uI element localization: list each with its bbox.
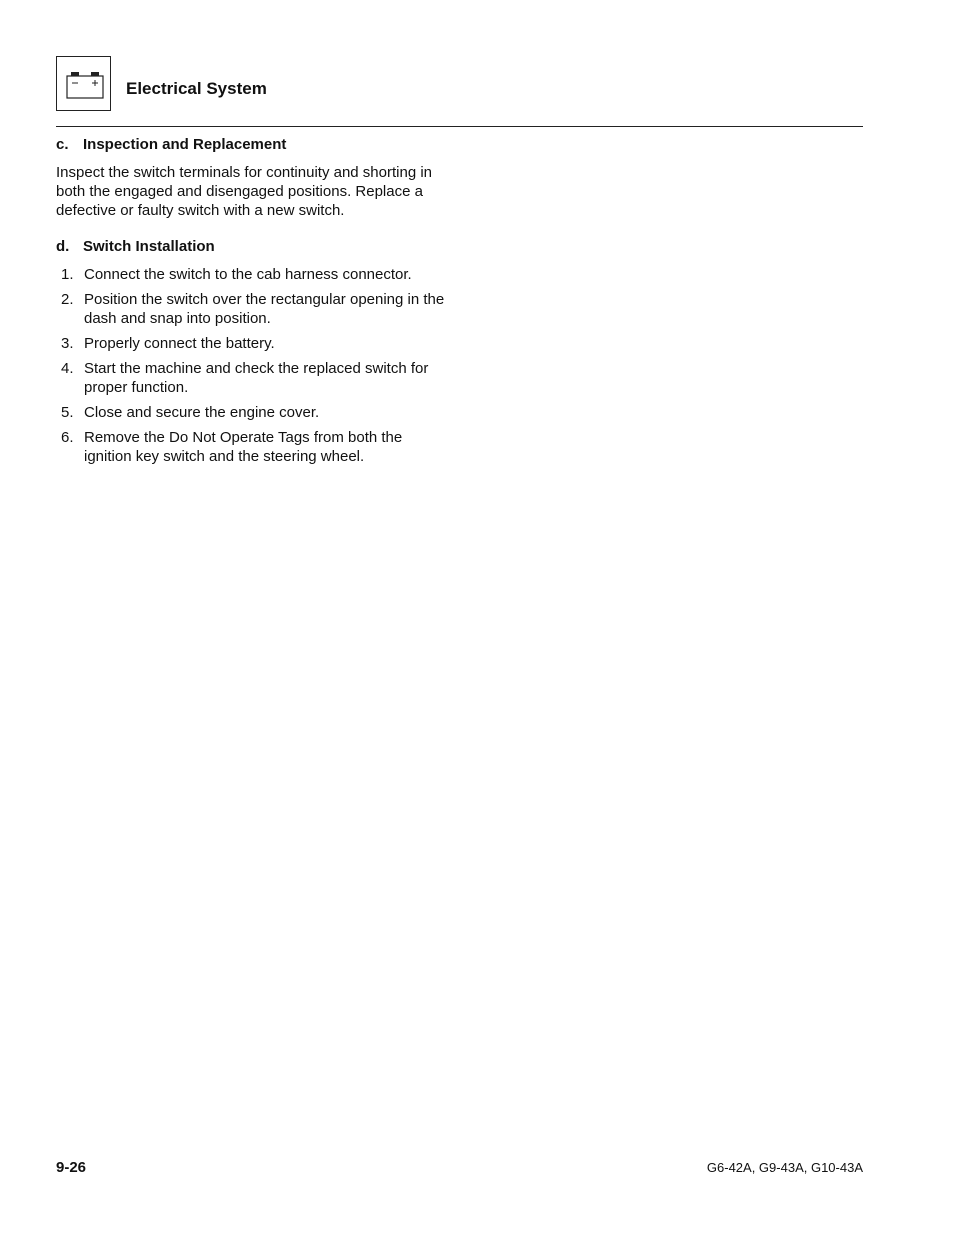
- battery-icon: [57, 57, 112, 112]
- list-item: [56, 359, 451, 397]
- step-text: Remove the Do Not Operate Tags from both the ignition key switch and the steering wheel.: [84, 429, 403, 465]
- step-text: Start the machine and check the replaced switch for proper function.: [84, 360, 429, 396]
- step-number: 4.: [61, 360, 74, 377]
- step-number: 6.: [61, 429, 74, 446]
- heading-inspection-title: Inspection and Replacement: [83, 136, 287, 153]
- list-item: [56, 334, 451, 353]
- step-text: Close and secure the engine cover.: [84, 404, 320, 421]
- battery-icon-box: [56, 56, 111, 111]
- list-item: [56, 428, 451, 466]
- installation-steps: [56, 265, 451, 466]
- heading-inspection: [56, 135, 451, 154]
- page-content: [56, 135, 451, 472]
- step-number: 2.: [61, 291, 74, 308]
- step-text: Properly connect the battery.: [84, 335, 275, 352]
- page-number: 9-26: [56, 1159, 87, 1176]
- heading-inspection-letter: c.: [56, 136, 69, 153]
- step-number: 1.: [61, 266, 74, 283]
- step-number: 3.: [61, 335, 74, 352]
- header-divider: [56, 126, 863, 127]
- heading-installation: [56, 237, 451, 256]
- step-text: Connect the switch to the cab harness connector.: [84, 266, 412, 283]
- list-item: [56, 290, 451, 328]
- heading-installation-title: Switch Installation: [83, 238, 215, 255]
- section-header-title: Electrical System: [126, 79, 267, 98]
- inspection-paragraph: Inspect the switch terminals for continuity and shorting in both the engaged and disengaged positions. Replace a defective or faulty switch with a new switch.: [56, 164, 433, 219]
- step-text: Position the switch over the rectangular opening in the dash and snap into position.: [84, 291, 445, 327]
- model-numbers: G6-42A, G9-43A, G10-43A: [706, 1160, 863, 1175]
- list-item: [56, 403, 451, 422]
- heading-installation-letter: d.: [56, 238, 70, 255]
- list-item: [56, 265, 451, 284]
- step-number: 5.: [61, 404, 74, 421]
